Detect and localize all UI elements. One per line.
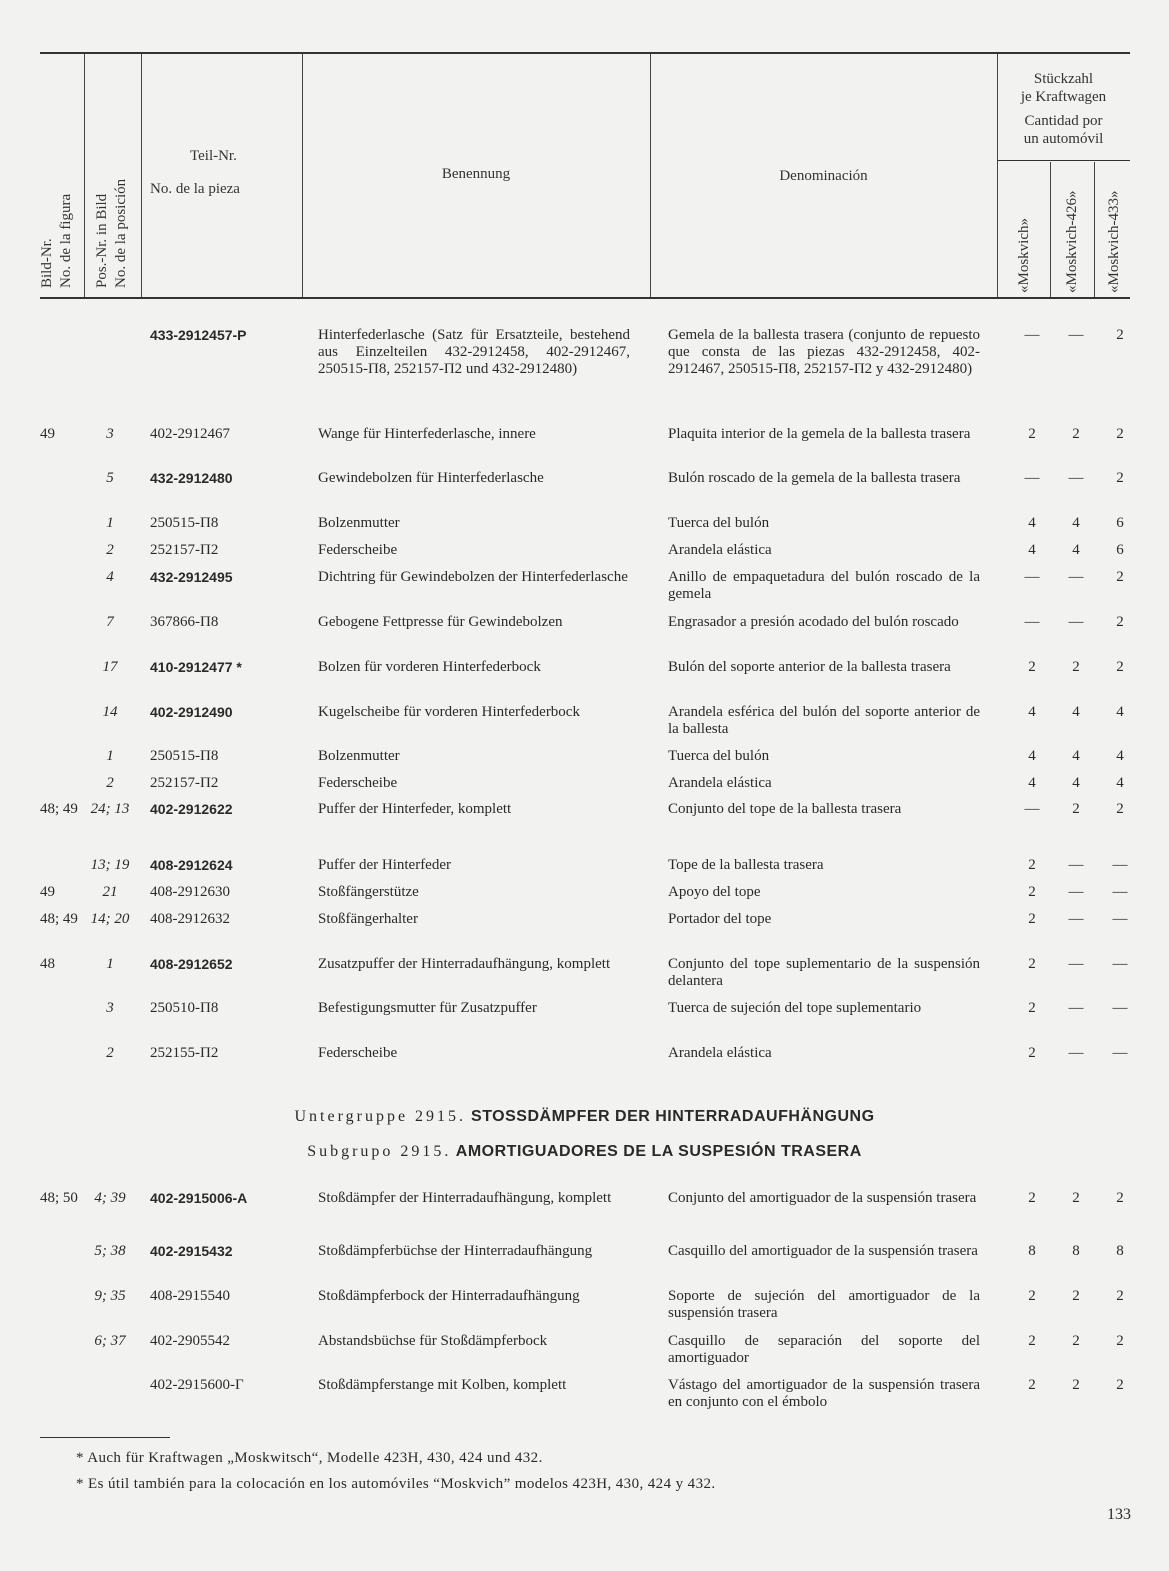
position-number: 21 [102, 884, 118, 900]
qty-moskvich-426: — [1068, 911, 1084, 927]
denominacion-text: Arandela elástica [668, 775, 772, 791]
benennung-text: Federscheibe [318, 775, 398, 791]
part-number: 252155-П2 [150, 1045, 219, 1061]
figure-number: 49 [40, 426, 55, 442]
benennung-text: Wange für Hinterfederlasche, innere [318, 426, 536, 442]
benennung-text: Stoßdämpferbüchse der Hinterradaufhängung [318, 1243, 593, 1259]
benennung-text: Federscheibe [318, 1045, 398, 1061]
denominacion-text: Tuerca de sujeción del tope suplementario [668, 1000, 922, 1016]
qty-moskvich-426: 4 [1072, 704, 1080, 720]
qty-moskvich-433: 2 [1116, 659, 1124, 675]
denominacion-text: Gemela de la ballesta trasera (conjunto de repuesto que consta de las piezas 432-2912458, 402-2912467, 250515-П8, 252157-П2 y 432-2912480) [668, 327, 980, 377]
benennung-text: Zusatzpuffer der Hinterradaufhängung, komplett [318, 956, 611, 972]
header-benennung: Benennung [441, 166, 511, 182]
benennung-text: Abstandsbüchse für Stoßdämpferbock [318, 1333, 548, 1349]
benennung-text: Bolzenmutter [318, 515, 400, 531]
figure-number: 48; 49 [40, 801, 78, 817]
position-number: 1 [106, 956, 114, 972]
denominacion-text: Anillo de empaquetadura del bulón roscado de la gemela [668, 569, 980, 602]
denominacion-text: Tope de la ballesta trasera [668, 857, 824, 873]
qty-moskvich-426: 2 [1072, 659, 1080, 675]
benennung-text: Dichtring für Gewindebolzen der Hinterfederlasche [318, 569, 628, 585]
part-number: 402-2912467 [150, 426, 230, 442]
col-divider [141, 54, 142, 297]
denominacion-text: Engrasador a presión acodado del bulón roscado [668, 614, 959, 630]
qty-moskvich-426: — [1068, 569, 1084, 585]
part-number: 367866-П8 [150, 614, 219, 630]
qty-moskvich-426: 4 [1072, 515, 1080, 531]
benennung-text: Befestigungsmutter für Zusatzpuffer [318, 1000, 537, 1016]
col-divider [1094, 162, 1095, 297]
qty-moskvich: 2 [1028, 956, 1036, 972]
qty-moskvich-433: 2 [1116, 1377, 1124, 1393]
qty-moskvich: 2 [1028, 1190, 1036, 1206]
part-number: 402-2905542 [150, 1333, 230, 1349]
part-number: 402-2912622 [150, 801, 233, 817]
part-number: 433-2912457-P [150, 327, 247, 343]
qty-moskvich: 2 [1028, 659, 1036, 675]
qty-moskvich-426: 4 [1072, 748, 1080, 764]
header-bottom-rule [40, 297, 1130, 299]
denominacion-text: Arandela elástica [668, 1045, 772, 1061]
subgroup-heading-es: Subgrupo 2915. AMORTIGUADORES DE LA SUSPESIÓN TRASERA [307, 1143, 862, 1160]
qty-moskvich: 2 [1028, 1045, 1036, 1061]
qty-moskvich: — [1024, 327, 1040, 343]
denominacion-text: Arandela esférica del bulón del soporte anterior de la ballesta [668, 704, 980, 737]
part-number: 410-2912477 * [150, 659, 242, 675]
benennung-text: Bolzen für vorderen Hinterfederbock [318, 659, 541, 675]
col-divider [1050, 162, 1051, 297]
qty-moskvich-433: — [1112, 1045, 1128, 1061]
qty-moskvich-433: 2 [1116, 1333, 1124, 1349]
part-number: 252157-П2 [150, 775, 219, 791]
header-bild-nr: Bild-Nr. No. de la figura [39, 193, 74, 288]
figure-number: 49 [40, 884, 55, 900]
denominacion-text: Apoyo del tope [668, 884, 761, 900]
qty-moskvich-433: 6 [1116, 542, 1124, 558]
position-number: 3 [106, 426, 114, 442]
qty-moskvich: 2 [1028, 857, 1036, 873]
benennung-text: Puffer der Hinterfeder, komplett [318, 801, 512, 817]
part-number: 408-2912652 [150, 956, 233, 972]
position-number: 6; 37 [94, 1333, 126, 1349]
qty-moskvich-433: 4 [1116, 775, 1124, 791]
part-number: 408-2912624 [150, 857, 233, 873]
header-model-433: «Moskvich-433» [1106, 190, 1122, 293]
qty-moskvich-433: 4 [1116, 748, 1124, 764]
header-model-moskvich: «Moskvich» [1016, 218, 1032, 293]
denominacion-text: Soporte de sujeción del amortiguador de la suspensión trasera [668, 1288, 980, 1321]
qty-moskvich-433: 8 [1116, 1243, 1124, 1259]
qty-moskvich-433: 2 [1116, 569, 1124, 585]
part-number: 432-2912495 [150, 569, 233, 585]
qty-moskvich: 2 [1028, 426, 1036, 442]
qty-moskvich: 4 [1028, 748, 1036, 764]
qty-moskvich-433: 2 [1116, 1288, 1124, 1304]
qty-moskvich: — [1024, 614, 1040, 630]
position-number: 4; 39 [94, 1190, 126, 1206]
qty-moskvich-426: — [1068, 1000, 1084, 1016]
qty-moskvich-426: — [1068, 1045, 1084, 1061]
position-number: 7 [106, 614, 114, 630]
denominacion-text: Portador del tope [668, 911, 772, 927]
benennung-text: Kugelscheibe für vorderen Hinterfederbock [318, 704, 580, 720]
position-number: 9; 35 [94, 1288, 126, 1304]
position-number: 3 [106, 1000, 114, 1016]
header-denominacion: Denominación [779, 168, 868, 184]
qty-moskvich: 2 [1028, 1333, 1036, 1349]
position-number: 24; 13 [90, 801, 130, 817]
footnote-rule [40, 1437, 170, 1438]
benennung-text: Stoßfängerhalter [318, 911, 418, 927]
footnote-es: * Es útil también para la colocación en los automóviles “Moskvich” modelos 423H, 430, 424 y 432. [76, 1476, 716, 1492]
benennung-text: Federscheibe [318, 542, 398, 558]
part-number: 250515-П8 [150, 515, 219, 531]
benennung-text: Stoßdämpferstange mit Kolben, komplett [318, 1377, 567, 1393]
qty-moskvich-433: — [1112, 884, 1128, 900]
position-number: 1 [106, 515, 114, 531]
qty-moskvich-433: 2 [1116, 470, 1124, 486]
qty-moskvich: — [1024, 569, 1040, 585]
benennung-text: Hinterfederlasche (Satz für Ersatzteile, bestehend aus Einzelteilen 432-2912458, 402-2912467, 250515-П8, 252157-П2 und 432-2912480) [318, 327, 630, 377]
position-number: 13; 19 [90, 857, 130, 873]
qty-moskvich-426: 2 [1072, 1190, 1080, 1206]
qty-moskvich-433: 2 [1116, 614, 1124, 630]
part-number: 250510-П8 [150, 1000, 219, 1016]
qty-moskvich-426: — [1068, 327, 1084, 343]
part-number: 432-2912480 [150, 470, 233, 486]
qty-moskvich: 2 [1028, 884, 1036, 900]
qty-moskvich: 4 [1028, 542, 1036, 558]
qty-moskvich-433: 4 [1116, 704, 1124, 720]
part-number: 408-2912630 [150, 884, 230, 900]
part-number: 402-2915600-Г [150, 1377, 244, 1393]
qty-moskvich: 2 [1028, 1377, 1036, 1393]
denominacion-text: Vástago del amortiguador de la suspensión trasera en conjunto con el émbolo [668, 1377, 980, 1410]
part-number: 402-2912490 [150, 704, 233, 720]
qty-moskvich-426: — [1068, 956, 1084, 972]
qty-moskvich: 4 [1028, 775, 1036, 791]
figure-number: 48; 49 [40, 911, 78, 927]
page-number: 133 [1107, 1506, 1131, 1523]
qty-moskvich: 2 [1028, 911, 1036, 927]
col-divider [84, 54, 85, 297]
part-number: 252157-П2 [150, 542, 219, 558]
header-pos-nr: Pos.-Nr. in Bild No. de la posición [94, 178, 129, 288]
part-number: 408-2912632 [150, 911, 230, 927]
qty-moskvich-433: — [1112, 857, 1128, 873]
benennung-text: Puffer der Hinterfeder [318, 857, 451, 873]
qty-moskvich: 8 [1028, 1243, 1036, 1259]
qty-moskvich-433: 2 [1116, 1190, 1124, 1206]
qty-moskvich-426: 2 [1072, 801, 1080, 817]
position-number: 1 [106, 748, 114, 764]
qty-moskvich-426: 2 [1072, 1333, 1080, 1349]
qty-moskvich: 2 [1028, 1288, 1036, 1304]
denominacion-text: Casquillo del amortiguador de la suspensión trasera [668, 1243, 978, 1259]
part-number: 402-2915432 [150, 1243, 233, 1259]
benennung-text: Gewindebolzen für Hinterfederlasche [318, 470, 544, 486]
denominacion-text: Tuerca del bulón [668, 748, 770, 764]
qty-moskvich-433: 2 [1116, 327, 1124, 343]
qty-moskvich: 2 [1028, 1000, 1036, 1016]
position-number: 2 [106, 1045, 114, 1061]
header-top-rule [40, 52, 1130, 54]
qty-moskvich-426: 8 [1072, 1243, 1080, 1259]
denominacion-text: Bulón del soporte anterior de la ballesta trasera [668, 659, 951, 675]
part-number: 408-2915540 [150, 1288, 230, 1304]
qty-moskvich: 4 [1028, 515, 1036, 531]
denominacion-text: Arandela elástica [668, 542, 772, 558]
denominacion-text: Conjunto del tope de la ballesta trasera [668, 801, 902, 817]
denominacion-text: Conjunto del tope suplementario de la suspensión delantera [668, 956, 980, 989]
denominacion-text: Tuerca del bulón [668, 515, 770, 531]
benennung-text: Stoßfängerstütze [318, 884, 419, 900]
denominacion-text: Conjunto del amortiguador de la suspensión trasera [668, 1190, 977, 1206]
denominacion-text: Plaquita interior de la gemela de la ballesta trasera [668, 426, 971, 442]
position-number: 17 [102, 659, 118, 675]
qty-moskvich-433: 2 [1116, 426, 1124, 442]
qty-moskvich-426: — [1068, 884, 1084, 900]
header-model-426: «Moskvich-426» [1064, 190, 1080, 293]
position-number: 5; 38 [94, 1243, 126, 1259]
qty-moskvich-426: 2 [1072, 1288, 1080, 1304]
qty-moskvich: — [1024, 470, 1040, 486]
qty-moskvich-433: 6 [1116, 515, 1124, 531]
position-number: 4 [106, 569, 114, 585]
denominacion-text: Bulón roscado de la gemela de la ballesta trasera [668, 470, 961, 486]
position-number: 14; 20 [90, 911, 130, 927]
part-number: 402-2915006-A [150, 1190, 248, 1206]
benennung-text: Bolzenmutter [318, 748, 400, 764]
figure-number: 48 [40, 956, 55, 972]
qty-subheader-rule [997, 160, 1130, 161]
header-stueckzahl: Stückzahl je Kraftwagen Cantidad por un automóvil [1020, 71, 1107, 147]
denominacion-text: Casquillo de separación del soporte del amortiguador [668, 1333, 980, 1366]
qty-moskvich-433: — [1112, 911, 1128, 927]
qty-moskvich-426: — [1068, 857, 1084, 873]
qty-moskvich-426: 4 [1072, 542, 1080, 558]
qty-moskvich-426: 2 [1072, 426, 1080, 442]
footnote-de: * Auch für Kraftwagen „Moskwitsch“, Modelle 423H, 430, 424 und 432. [76, 1450, 543, 1466]
qty-moskvich: — [1024, 801, 1040, 817]
benennung-text: Stoßdämpferbock der Hinterradaufhängung [318, 1288, 580, 1304]
qty-moskvich-426: 2 [1072, 1377, 1080, 1393]
subgroup-heading-de: Untergruppe 2915. STOSSDÄMPFER DER HINTERRADAUFHÄNGUNG [294, 1108, 875, 1125]
qty-moskvich-426: — [1068, 614, 1084, 630]
qty-moskvich-433: 2 [1116, 801, 1124, 817]
part-number: 250515-П8 [150, 748, 219, 764]
benennung-text: Stoßdämpfer der Hinterradaufhängung, komplett [318, 1190, 612, 1206]
position-number: 5 [106, 470, 114, 486]
benennung-text: Gebogene Fettpresse für Gewindebolzen [318, 614, 563, 630]
figure-number: 48; 50 [40, 1190, 78, 1206]
qty-moskvich-433: — [1112, 956, 1128, 972]
position-number: 2 [106, 775, 114, 791]
qty-moskvich-426: 4 [1072, 775, 1080, 791]
qty-moskvich: 4 [1028, 704, 1036, 720]
position-number: 14 [102, 704, 118, 720]
qty-moskvich-426: — [1068, 470, 1084, 486]
position-number: 2 [106, 542, 114, 558]
qty-moskvich-433: — [1112, 1000, 1128, 1016]
header-teil-nr: Teil-Nr. No. de la pieza [150, 148, 240, 197]
